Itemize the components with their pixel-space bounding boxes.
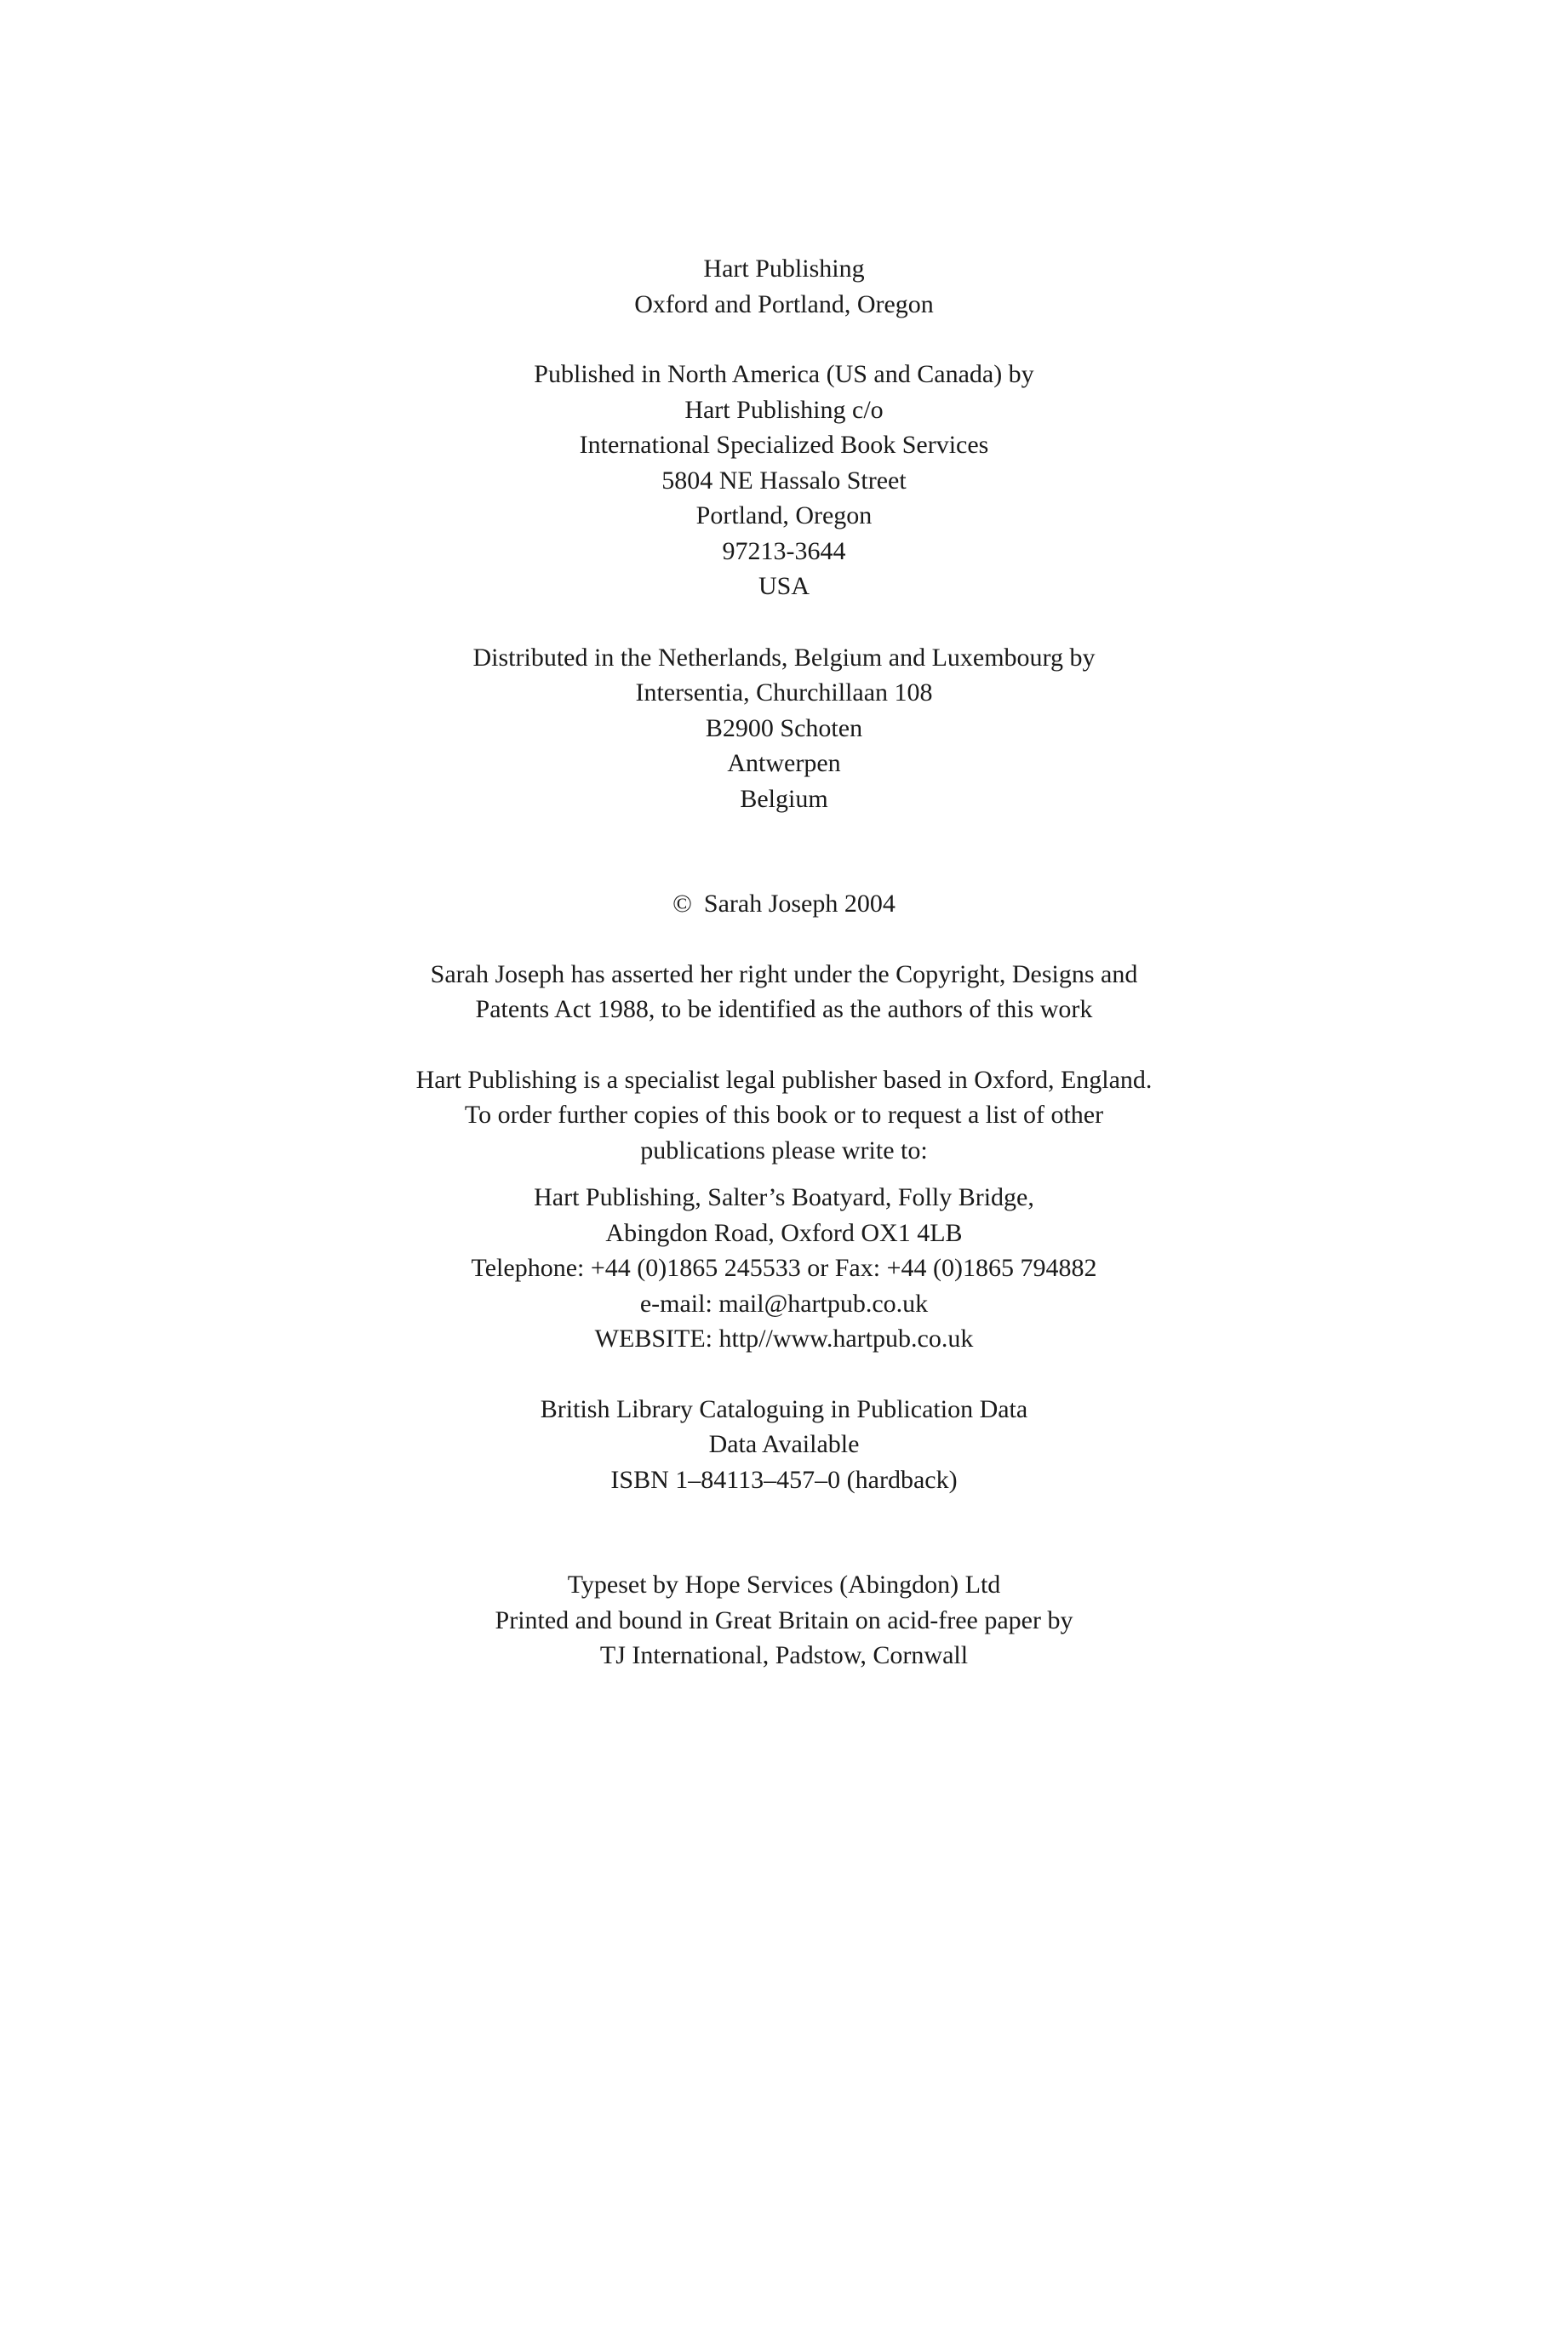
moral-rights-line: Patents Act 1988, to be identified as the authors of this work — [475, 995, 1093, 1023]
north-america-line: International Specialized Book Services — [579, 431, 989, 459]
benelux-line: Intersentia, Churchillaan 108 — [635, 678, 933, 707]
ordering-line: publications please write to: — [640, 1136, 928, 1165]
moral-rights-line: Sarah Joseph has asserted her right under the Copyright, Designs and — [430, 959, 1138, 988]
benelux-line: Distributed in the Netherlands, Belgium and Luxembourg by — [472, 643, 1096, 672]
typesetter: Typeset by Hope Services (Abingdon) Ltd — [567, 1571, 1001, 1599]
ordering-line: To order further copies of this book or to request a list of other — [464, 1101, 1104, 1129]
contact-block — [0, 1180, 1568, 1357]
north-america-line: Published in North America (US and Canada) by — [534, 360, 1034, 388]
north-america-line: 97213-3644 — [722, 536, 846, 565]
imprint-text — [0, 251, 1568, 1674]
north-america-block — [0, 357, 1568, 604]
north-america-line: Portland, Oregon — [695, 501, 873, 529]
contact-address: Hart Publishing, Salter’s Boatyard, Folly Bridge, — [534, 1183, 1034, 1211]
contact-phone-fax: Telephone: +44 (0)1865 245533 or Fax: +44 (0)1865 794882 — [471, 1254, 1097, 1282]
north-america-line: Hart Publishing c/o — [684, 395, 884, 424]
benelux-line: B2900 Schoten — [705, 713, 863, 742]
copyright-symbol: © — [672, 890, 692, 918]
contact-address: Abingdon Road, Oxford OX1 4LB — [605, 1218, 963, 1247]
north-america-line: USA — [758, 572, 810, 600]
cataloguing-line: Data Available — [708, 1430, 860, 1458]
contact-email: e-mail: mail@hartpub.co.uk — [639, 1289, 929, 1318]
publisher-block — [0, 251, 1568, 322]
copyright-holder: Sarah Joseph 2004 — [703, 890, 896, 918]
ordering-line: Hart Publishing is a specialist legal publisher based in Oxford, England. — [415, 1065, 1153, 1094]
north-america-line: 5804 NE Hassalo Street — [661, 466, 907, 495]
publisher-location: Oxford and Portland, Oregon — [634, 289, 934, 318]
publisher-name: Hart Publishing — [703, 255, 865, 283]
benelux-line: Antwerpen — [727, 749, 841, 777]
moral-rights-block — [0, 957, 1568, 1027]
benelux-line: Belgium — [740, 784, 828, 813]
copyright-notice — [0, 886, 1568, 922]
printer-line: TJ International, Padstow, Cornwall — [599, 1641, 969, 1669]
printer-line: Printed and bound in Great Britain on acid-free paper by — [495, 1605, 1073, 1634]
cataloguing-line: British Library Cataloguing in Publication Data — [540, 1394, 1028, 1423]
benelux-block — [0, 640, 1568, 817]
cataloguing-block — [0, 1392, 1568, 1498]
isbn: ISBN 1–84113–457–0 (hardback) — [610, 1465, 958, 1494]
ordering-block — [0, 1062, 1568, 1169]
printing-block — [0, 1567, 1568, 1674]
contact-website: WEBSITE: http//www.hartpub.co.uk — [594, 1325, 974, 1353]
